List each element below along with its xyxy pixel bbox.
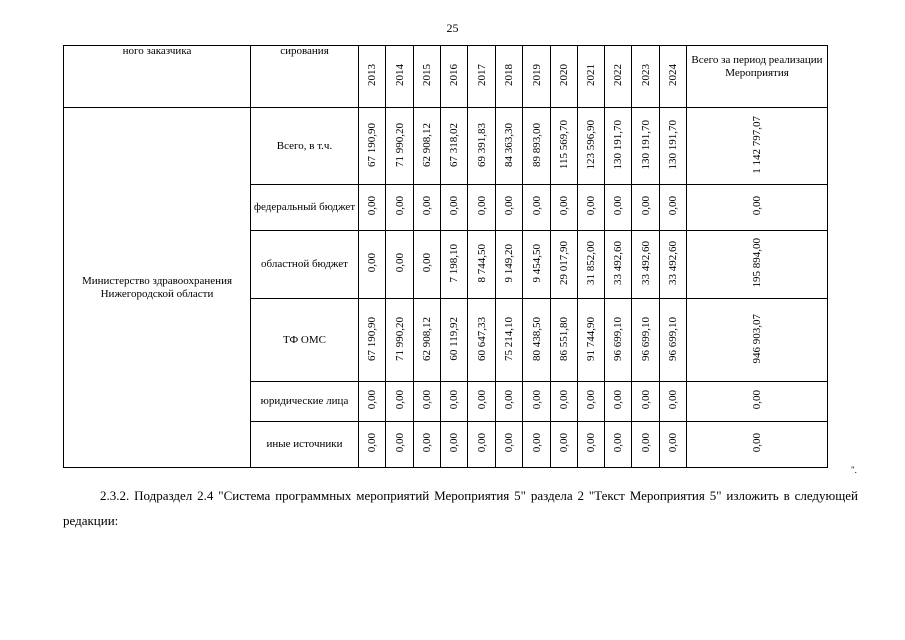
header-row [64,46,828,108]
value-cell: 33 492,60 [605,231,632,299]
value-cell: 33 492,60 [632,231,660,299]
value-cell: 0,00 [359,231,386,299]
header-year: 2019 [523,46,551,108]
value-cell: 0,00 [468,185,496,231]
source-cell: федеральный бюджет [251,185,359,231]
value-cell: 130 191,70 [605,108,632,185]
value-cell: 0,00 [660,185,687,231]
value-cell: 0,00 [578,422,605,468]
header-year: 2016 [441,46,468,108]
header-year: 2017 [468,46,496,108]
value-cell: 80 438,50 [523,299,551,382]
value-cell: 0,00 [660,422,687,468]
header-year: 2021 [578,46,605,108]
value-cell: 9 149,20 [496,231,523,299]
value-cell: 33 492,60 [660,231,687,299]
value-cell: 89 893,00 [523,108,551,185]
value-cell: 0,00 [441,422,468,468]
value-cell: 86 551,80 [551,299,578,382]
value-cell: 0,00 [386,231,414,299]
value-cell: 0,00 [386,185,414,231]
value-cell: 9 454,50 [523,231,551,299]
value-cell: 84 363,30 [496,108,523,185]
value-cell: 123 596,90 [578,108,605,185]
value-cell: 0,00 [414,382,441,422]
value-cell: 0,00 [441,185,468,231]
value-cell: 0,00 [468,382,496,422]
source-cell: иные источники [251,422,359,468]
value-cell: 0,00 [468,422,496,468]
value-cell: 31 852,00 [578,231,605,299]
value-cell: 115 569,70 [551,108,578,185]
source-cell: областной бюджет [251,231,359,299]
value-cell: 0,00 [578,382,605,422]
value-cell: 0,00 [414,422,441,468]
value-cell: 0,00 [605,185,632,231]
value-cell: 130 191,70 [660,108,687,185]
header-total: Всего за период реализации Мероприятия [687,46,828,108]
value-cell: 130 191,70 [632,108,660,185]
value-cell: 0,00 [632,382,660,422]
customer-cell: Министерство здравоохранения Нижегородской области [64,108,251,468]
value-cell: 0,00 [359,382,386,422]
value-cell: 69 391,83 [468,108,496,185]
value-cell: 96 699,10 [605,299,632,382]
header-year: 2023 [632,46,660,108]
source-cell: ТФ ОМС [251,299,359,382]
value-cell: 0,00 [359,185,386,231]
header-year: 2013 [359,46,386,108]
value-cell: 0,00 [605,382,632,422]
value-cell: 0,00 [632,422,660,468]
value-cell: 67 190,90 [359,299,386,382]
value-cell: 0,00 [496,185,523,231]
value-cell: 75 214,10 [496,299,523,382]
value-cell: 71 990,20 [386,299,414,382]
value-cell: 71 990,20 [386,108,414,185]
value-cell: 67 318,02 [441,108,468,185]
header-year: 2022 [605,46,632,108]
value-cell: 0,00 [551,422,578,468]
header-year: 2018 [496,46,523,108]
value-cell: 29 017,90 [551,231,578,299]
value-cell: 60 119,92 [441,299,468,382]
value-cell: 0,00 [523,185,551,231]
value-cell: 0,00 [441,382,468,422]
header-year: 2014 [386,46,414,108]
budget-table [63,45,828,468]
source-cell: юридические лица [251,382,359,422]
total-cell: 0,00 [687,422,828,468]
source-cell: Всего, в т.ч. [251,108,359,185]
value-cell: 0,00 [414,185,441,231]
total-cell: 1 142 797,07 [687,108,828,185]
value-cell: 0,00 [496,422,523,468]
value-cell: 0,00 [578,185,605,231]
value-cell: 0,00 [359,422,386,468]
total-cell: 195 894,00 [687,231,828,299]
page-number: 25 [446,21,459,35]
header-year: 2015 [414,46,441,108]
value-cell: 0,00 [632,185,660,231]
value-cell: 0,00 [496,382,523,422]
value-cell: 96 699,10 [660,299,687,382]
value-cell: 67 190,90 [359,108,386,185]
total-cell: 946 903,07 [687,299,828,382]
header-year: 2020 [551,46,578,108]
value-cell: 0,00 [551,382,578,422]
total-cell: 0,00 [687,382,828,422]
value-cell: 91 744,90 [578,299,605,382]
value-cell: 0,00 [386,382,414,422]
total-cell: 0,00 [687,185,828,231]
value-cell: 0,00 [605,422,632,468]
value-cell: 96 699,10 [632,299,660,382]
header-customer: ного заказчика [64,46,251,108]
header-source: сирования [251,46,359,108]
closing-quote: ". [851,465,857,475]
value-cell: 0,00 [551,185,578,231]
value-cell: 62 908,12 [414,299,441,382]
header-year: 2024 [660,46,687,108]
value-cell: 62 908,12 [414,108,441,185]
value-cell: 0,00 [660,382,687,422]
value-cell: 8 744,50 [468,231,496,299]
value-cell: 0,00 [523,422,551,468]
body-paragraph: 2.3.2. Подраздел 2.4 "Система программных мероприятий Мероприятия 5" раздела 2 "Текст Мероприятия 5" изложить в следующей редакции: [63,488,858,528]
value-cell: 0,00 [523,382,551,422]
value-cell: 0,00 [386,422,414,468]
value-cell: 60 647,33 [468,299,496,382]
table-row [64,108,828,185]
value-cell: 0,00 [414,231,441,299]
value-cell: 7 198,10 [441,231,468,299]
